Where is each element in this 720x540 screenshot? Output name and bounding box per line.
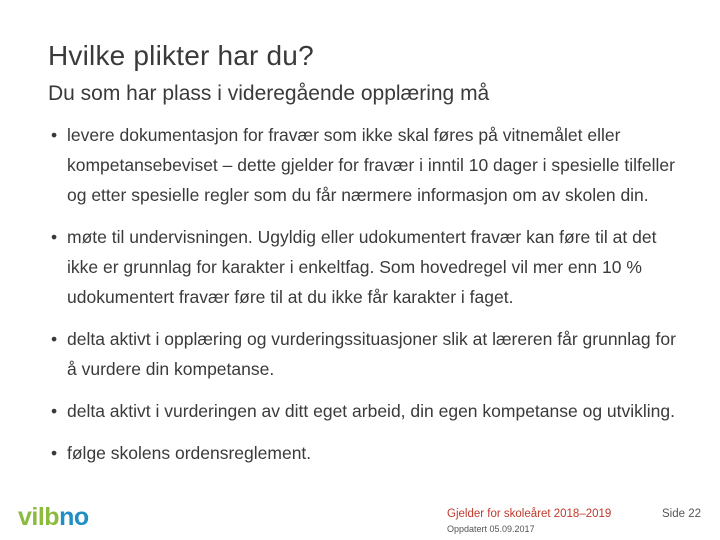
logo-text-accent: no xyxy=(59,503,89,531)
page-number: Side 22 xyxy=(662,508,702,520)
list-item xyxy=(48,222,688,312)
vilbli-logo xyxy=(18,503,89,532)
logo-text-main: vilb xyxy=(18,503,60,531)
bullet-text: levere dokumentasjon for fravær som ikke skal føres på vitnemålet eller kompetansebeviset – dette gjelder for fravær i inntil 10 dager i spesielle tilfeller og etter spesielle regler som du får nærmere informasjon om av skolen din. xyxy=(67,125,675,205)
list-item xyxy=(48,120,688,210)
footer-updated-date: Oppdatert 05.09.2017 xyxy=(447,524,535,534)
bullet-icon: • xyxy=(51,227,58,247)
slide-title: Hvilke plikter har du? xyxy=(48,40,314,71)
bullet-icon: • xyxy=(51,329,58,349)
bullet-icon: • xyxy=(51,443,58,463)
bullet-text: delta aktivt i vurderingen av ditt eget arbeid, din egen kompetanse og utvikling. xyxy=(67,401,676,421)
list-item xyxy=(48,324,688,384)
list-item xyxy=(48,396,688,426)
bullet-icon: • xyxy=(51,125,58,145)
footer-school-year: Gjelder for skoleåret 2018–2019 xyxy=(447,508,612,520)
list-item xyxy=(48,438,688,468)
bullet-text: følge skolens ordensreglement. xyxy=(67,443,312,463)
slide-subtitle: Du som har plass i videregående opplæring må xyxy=(48,82,490,105)
bullet-list xyxy=(48,120,688,480)
bullet-icon: • xyxy=(51,401,58,421)
bullet-text: møte til undervisningen. Ugyldig eller udokumentert fravær kan føre til at det ikke er grunnlag for karakter i enkeltfag. Som hovedregel vil mer enn 10 % udokumentert fravær føre til at du ikke får karakter i faget. xyxy=(67,227,657,307)
bullet-text: delta aktivt i opplæring og vurderingssituasjoner slik at læreren får grunnlag for å vurdere din kompetanse. xyxy=(67,329,676,379)
